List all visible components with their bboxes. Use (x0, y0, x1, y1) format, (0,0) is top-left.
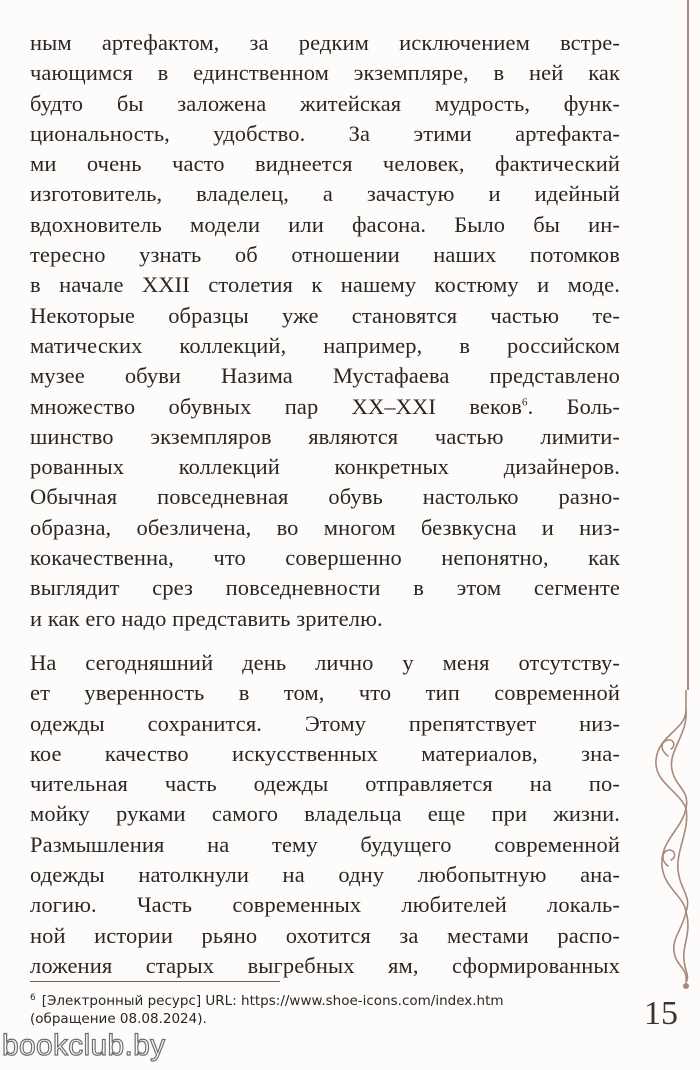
text-line: изготовитель, владелец, а зачастую и идейный (30, 181, 620, 207)
text-segment: множество обувных пар XX–XXI веков (30, 393, 522, 419)
footnote-mark: 6 (30, 992, 36, 1003)
text-line: музее обуви Назима Мустафаева представлено (30, 363, 620, 389)
text-line: логию. Часть современных любителей локаль- (30, 892, 620, 918)
text-line: одежды натолкнули на одну любопытную ана- (30, 862, 620, 888)
flourish-ornament-icon (638, 690, 698, 990)
paragraph-1 (30, 28, 620, 634)
margin-rule (687, 0, 689, 690)
text-line: тересно узнать об отношении наших потомков (30, 242, 620, 268)
text-line: кокачественна, что совершенно непонятно, как (30, 545, 620, 571)
text-line: чительная часть одежды отправляется на по- (30, 771, 620, 797)
text-line: будто бы заложена житейская мудрость, функ- (30, 90, 620, 116)
text-line: вдохновитель модели или фасона. Было бы ин- (30, 211, 620, 237)
footnote-line (30, 992, 590, 1010)
text-line: Обычная повседневная обувь настолько разно- (30, 484, 620, 510)
text-line: образна, обезличена, во многом безвкусна и низ- (30, 514, 620, 540)
page-number: 15 (644, 995, 678, 1032)
footnote-reference[interactable]: 6 (521, 396, 528, 409)
text-line: чающимся в единственном экземпляре, в ней как (30, 60, 620, 86)
text-line: матических коллекций, например, в российском (30, 332, 620, 358)
footnote (30, 992, 590, 1028)
text-line: ет уверенность в том, что тип современной (30, 680, 620, 706)
text-line: ной истории рьяно охотится за местами распо- (30, 922, 620, 948)
text-line: и как его надо представить зрителю. (30, 605, 383, 631)
text-line: шинство экземпляров являются частью лимити- (30, 423, 620, 449)
text-line: Некоторые образцы уже становятся частью те- (30, 302, 620, 328)
text-line: Размышления на тему будущего современной (30, 831, 620, 857)
text-line: ным артефактом, за редким исключением встре- (30, 30, 620, 55)
body-text (30, 28, 620, 981)
text-line: ми очень часто виднеется человек, фактический (30, 151, 620, 177)
footnote-divider (30, 981, 280, 982)
text-line: кое качество искусственных материалов, зна- (30, 740, 620, 766)
footnote-text[interactable]: [Электронный ресурс] URL: https://www.shoe-icons.com/index.htm (41, 993, 504, 1009)
text-line: выглядит срез повседневности в этом сегменте (30, 575, 620, 601)
text-line: рованных коллекций конкретных дизайнеров. (30, 454, 620, 480)
text-segment: . Боль- (527, 393, 621, 419)
text-line: На сегодняшний день лично у меня отсутству- (30, 649, 620, 675)
text-line: циональность, удобство. За этими артефакта- (30, 120, 620, 146)
watermark: bookclub.by (2, 1029, 166, 1062)
text-line-with-footnote-ref (30, 392, 620, 422)
text-line: одежды сохранится. Этому препятствует низ- (30, 710, 620, 736)
paragraph-gap (30, 634, 620, 648)
text-line: ложения старых выгребных ям, сформированных (30, 952, 620, 978)
paragraph-2 (30, 648, 620, 981)
footnote-line: (обращение 08.08.2024). (30, 1011, 207, 1027)
text-line: мойку руками самого владельца еще при жизни. (30, 801, 620, 827)
text-line: в начале XXII столетия к нашему костюму и моде. (30, 272, 620, 298)
